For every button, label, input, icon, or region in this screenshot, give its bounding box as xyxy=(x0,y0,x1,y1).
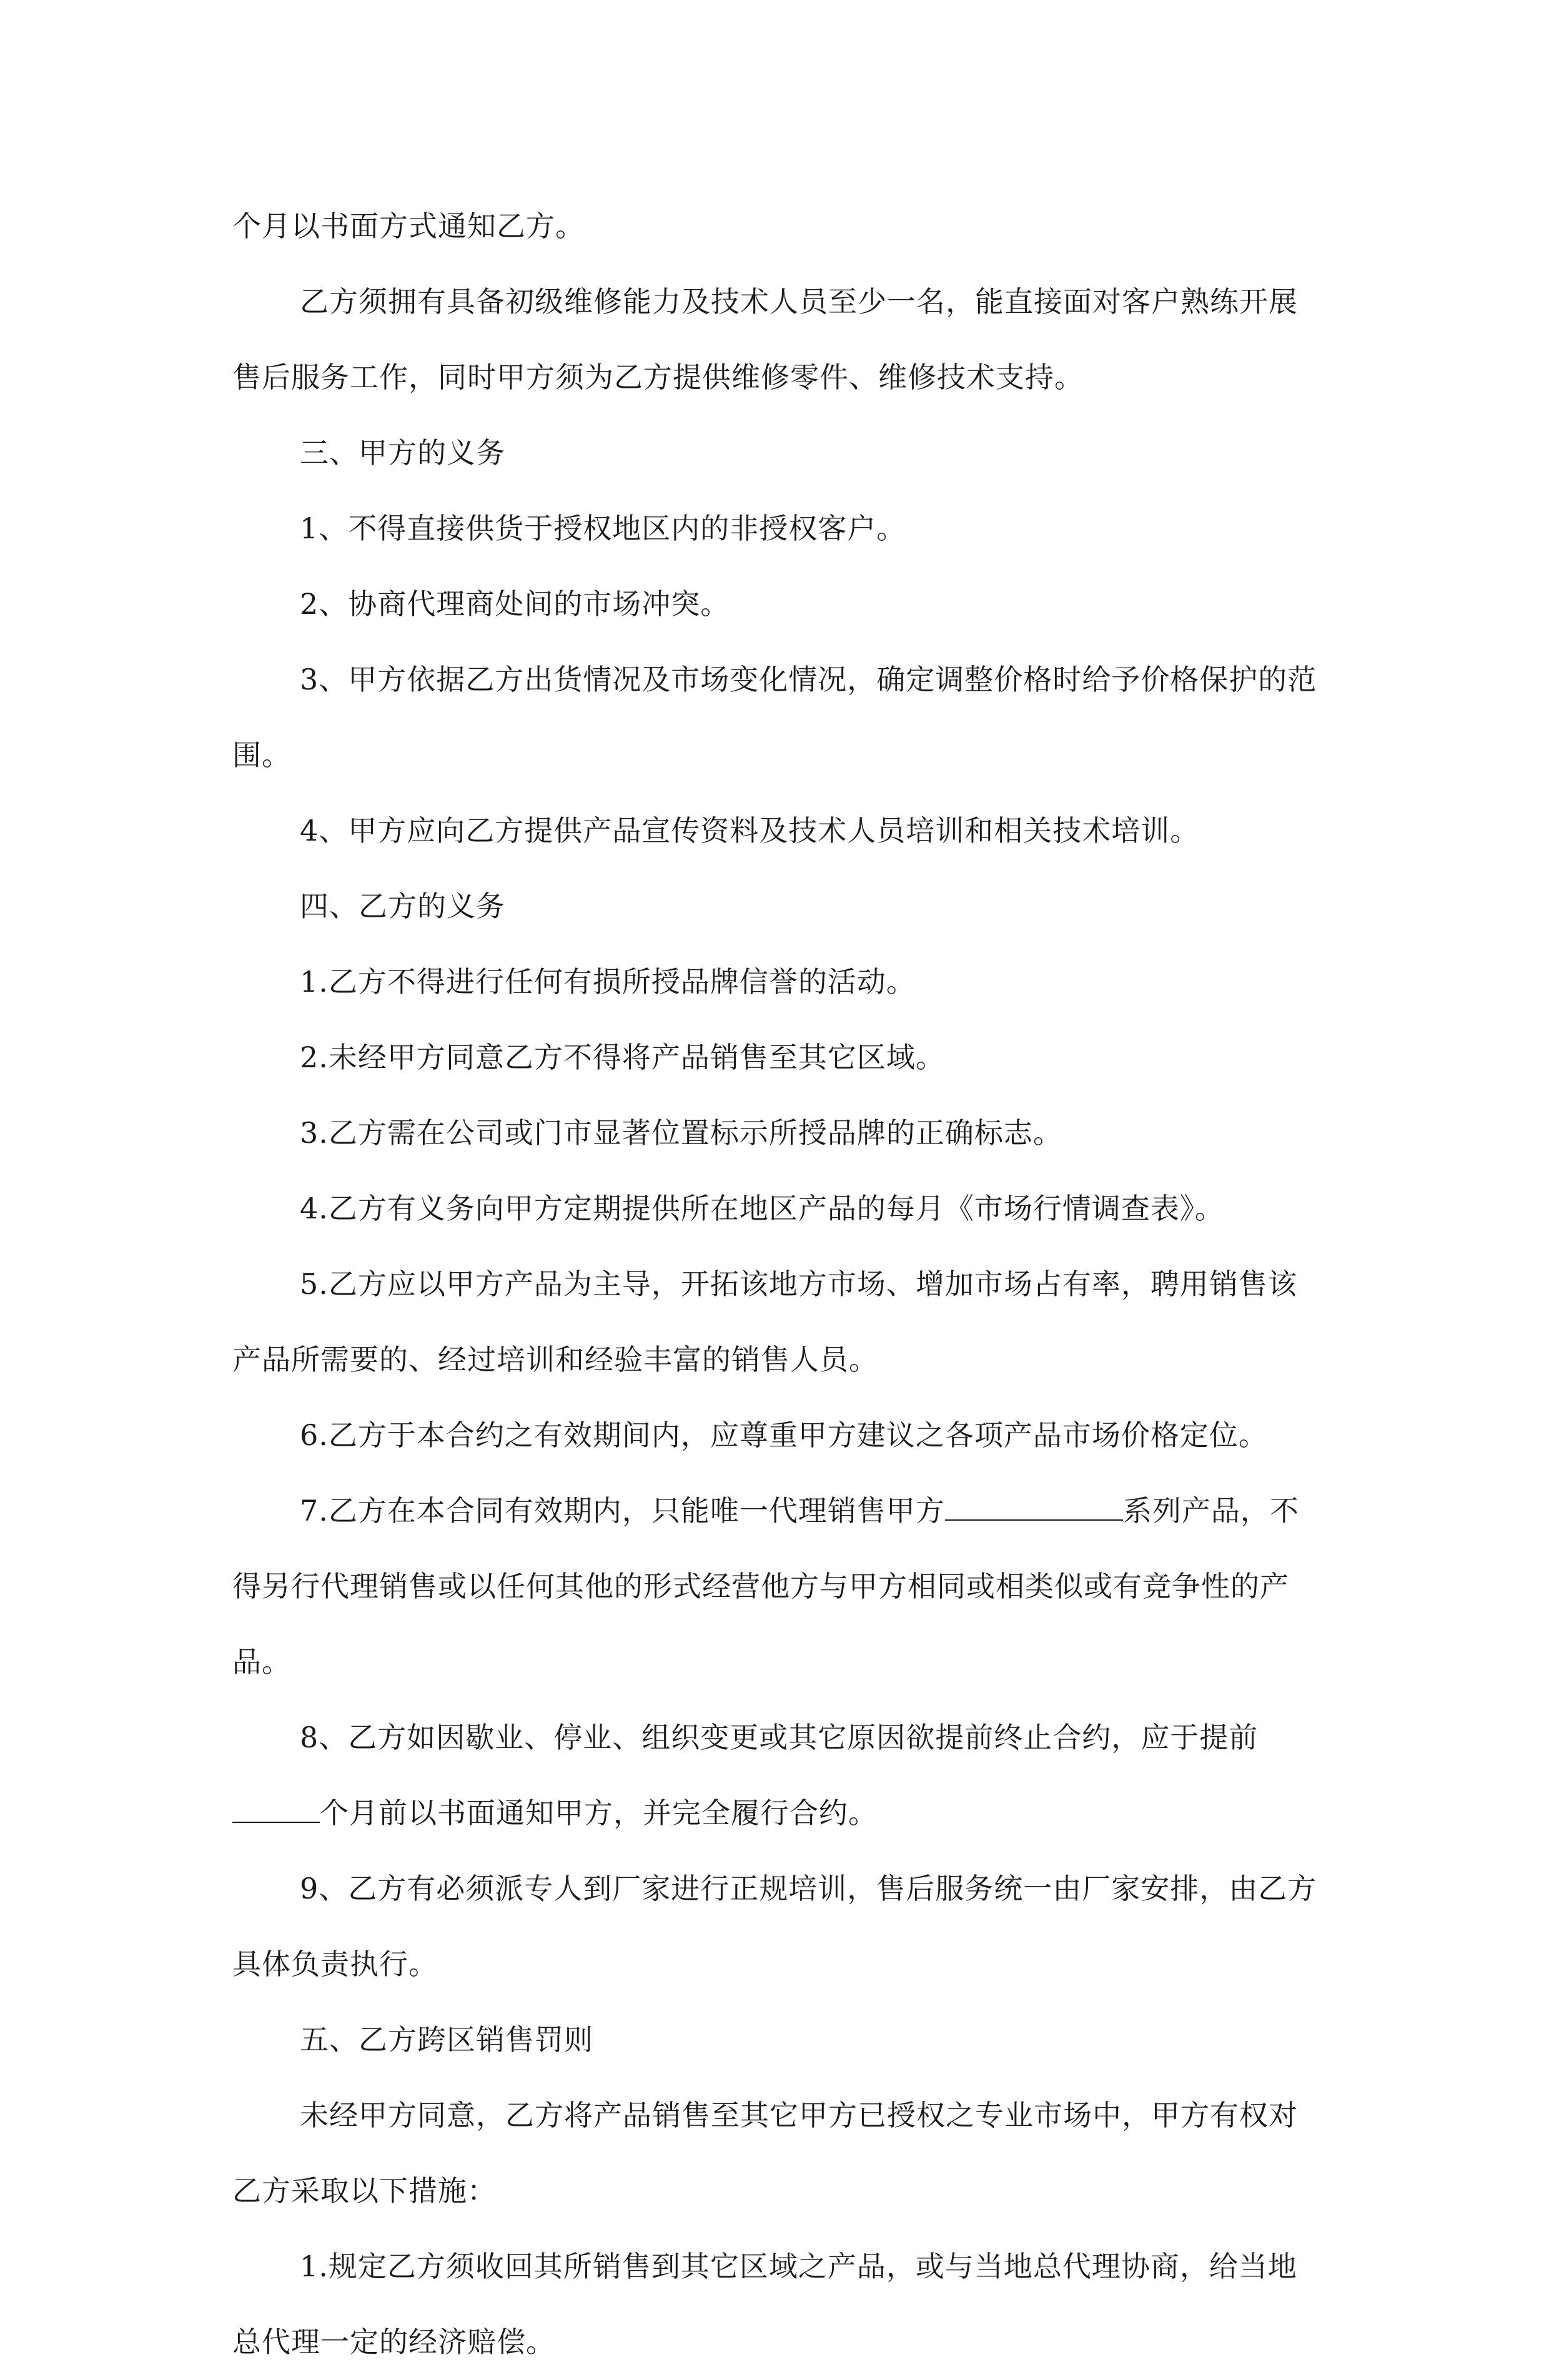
section-heading: 五、乙方跨区销售罚则 xyxy=(300,2023,593,2057)
section-heading: 四、乙方的义务 xyxy=(300,889,505,923)
list-item: 3、甲方依据乙方出货情况及市场变化情况，确定调整价格时给予价格保护的范围。 xyxy=(232,663,1317,772)
paragraph: 乙方须拥有具备初级维修能力及技术人员至少一名，能直接面对客户熟练开展售后服务工作，同时甲方须为乙方提供维修零件、维修技术支持。 xyxy=(232,285,1298,394)
list-item: 2.未经甲方同意乙方不得将产品销售至其它区域。 xyxy=(300,1040,945,1074)
list-item-text: 7.乙方在本合同有效期内，只能唯一代理销售甲方 xyxy=(300,1494,945,1528)
list-item xyxy=(232,1473,1325,1700)
list-item: 6.乙方于本合约之有效期间内，应尊重甲方建议之各项产品市场价格定位。 xyxy=(300,1418,1268,1452)
list-item: 2、协商代理商处间的市场冲突。 xyxy=(300,587,730,621)
paragraph: 未经甲方同意，乙方将产品销售至其它甲方已授权之专业市场中，甲方有权对乙方采取以下措施： xyxy=(232,2098,1298,2208)
document-body xyxy=(232,189,1325,2380)
list-item: 4.乙方有义务向甲方定期提供所在地区产品的每月《市场行情调查表》。 xyxy=(300,1192,1224,1225)
list-item xyxy=(232,1700,1325,1851)
list-item-text: 8、乙方如因歇业、停业、组织变更或其它原因欲提前终止合约，应于提前 xyxy=(300,1721,1259,1754)
section-heading: 三、甲方的义务 xyxy=(300,436,505,470)
list-item: 1.规定乙方须收回其所销售到其它区域之产品，或与当地总代理协商，给当地总代理一定的经济赔偿。 xyxy=(232,2249,1297,2359)
fill-in-blank xyxy=(945,1491,1123,1521)
list-item-text: 个月前以书面通知甲方，并完全履行合约。 xyxy=(320,1796,878,1830)
list-item: 5.乙方应以甲方产品为主导，开拓该地方市场、增加市场占有率，聘用销售该产品所需要的、经过培训和经验丰富的销售人员。 xyxy=(232,1267,1297,1376)
list-item: 1.乙方不得进行任何有损所授品牌信誉的活动。 xyxy=(300,965,916,999)
list-item: 1、不得直接供货于授权地区内的非授权客户。 xyxy=(300,511,906,545)
list-item-text: 系列产品，不得另行代理销售或以任何其他的形式经营他方与甲方相同或相类似或有竞争性的产品。 xyxy=(232,1494,1299,1679)
list-item: 4、甲方应向乙方提供产品宣传资料及技术人员培训和相关技术培训。 xyxy=(300,814,1200,847)
paragraph: 个月以书面方式通知乙方。 xyxy=(232,209,585,243)
list-item: 3.乙方需在公司或门市显著位置标示所授品牌的正确标志。 xyxy=(300,1116,1062,1150)
list-item: 9、乙方有必须派专人到厂家进行正规培训，售后服务统一由厂家安排，由乙方具体负责执行。 xyxy=(232,1872,1317,1981)
fill-in-blank xyxy=(232,1793,320,1823)
